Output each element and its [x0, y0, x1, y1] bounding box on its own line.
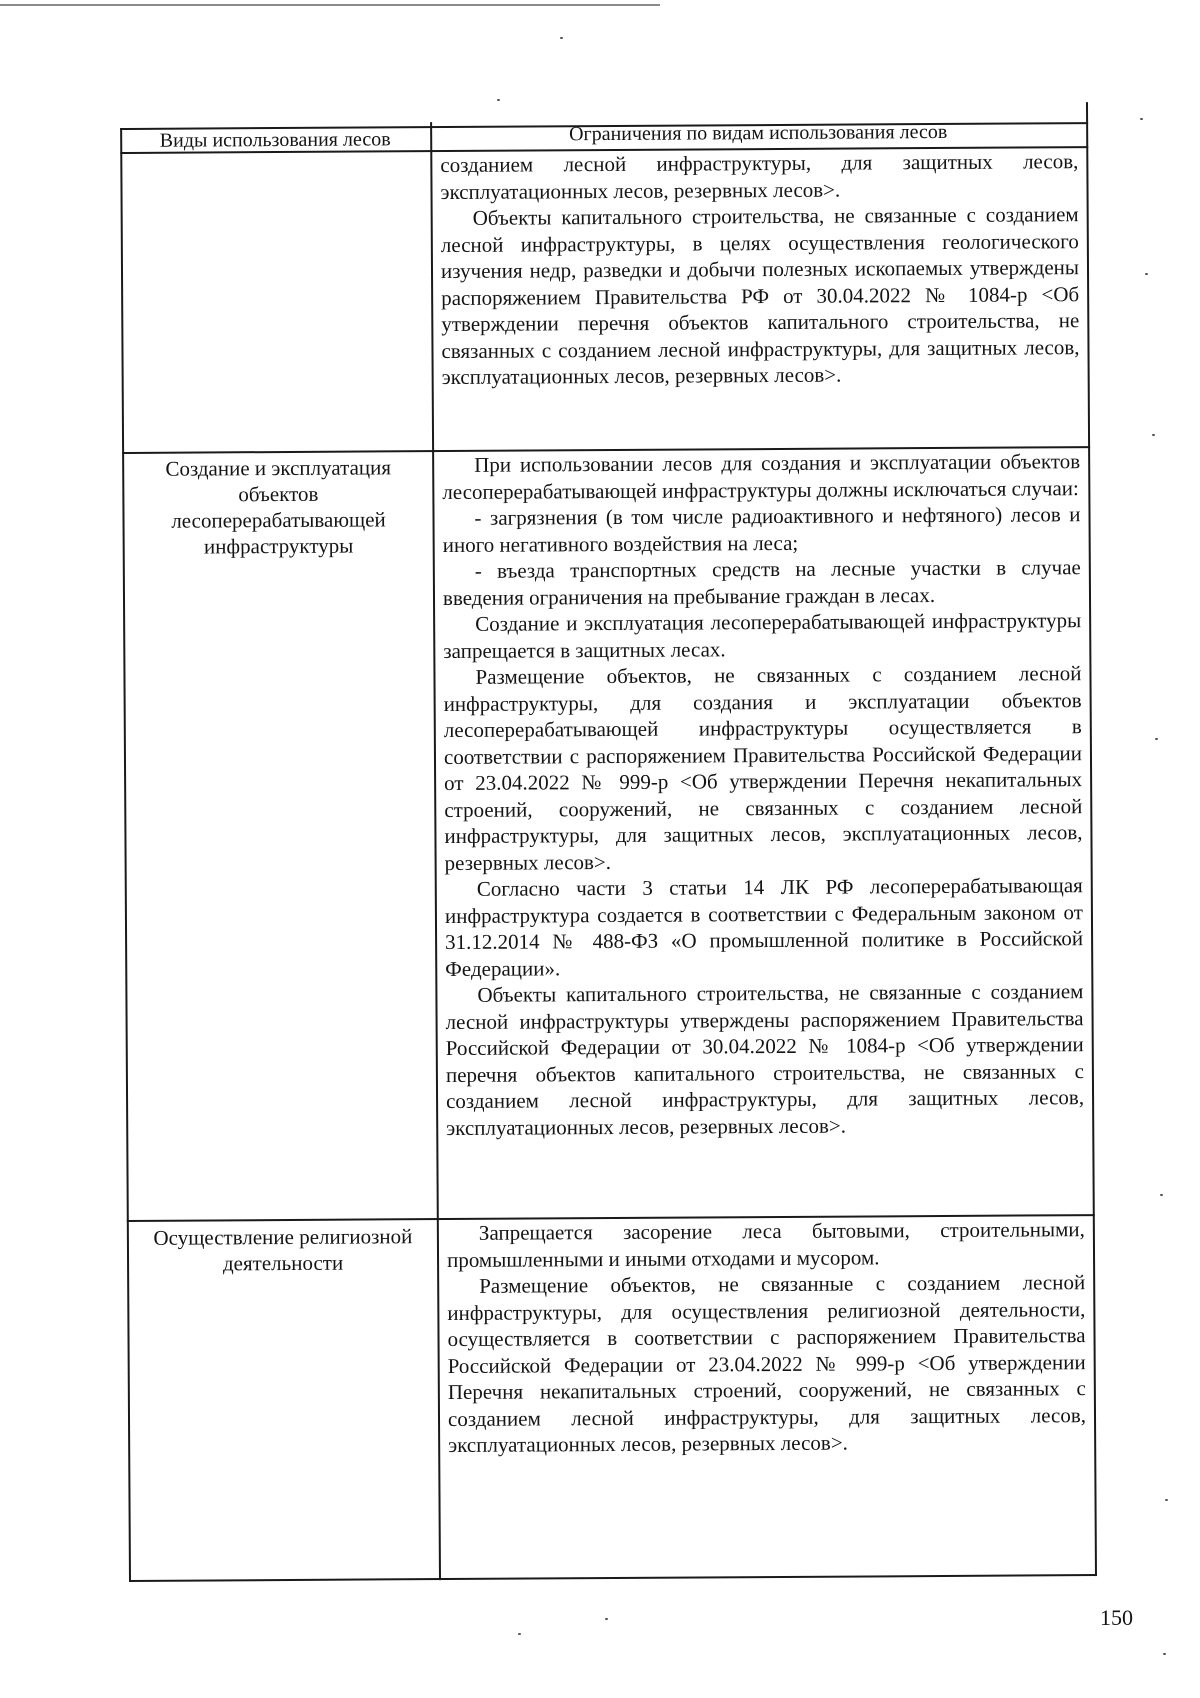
restriction-paragraph: Создание и эксплуатация лесоперерабатывающей инфраструктуры запрещается в защитных лесах.	[443, 608, 1082, 663]
scan-speck	[1152, 434, 1155, 436]
scan-speck	[1163, 1653, 1166, 1655]
table-row-continuation-restrictions	[440, 148, 1079, 390]
scan-speck	[560, 37, 563, 39]
table-border-bottom	[129, 1574, 1097, 1582]
scan-speck	[1145, 273, 1148, 275]
restrictions-table	[120, 102, 1097, 1582]
table-border-right	[1086, 102, 1097, 1576]
restriction-paragraph: созданием лесной инфраструктуры, для защитных лесов, эксплуатационных лесов, резервных лесов>.	[440, 149, 1079, 204]
scan-speck	[1155, 738, 1158, 740]
scan-speck	[1160, 1194, 1163, 1196]
restriction-paragraph: Размещение объектов, не связанных с созданием лесной инфраструктуры, для создания и эксплуатации объектов лесоперерабатывающей инфраструктуры осуществляется в соответствии с распоряжением Правительства Российской Федерации от 23.04.2022 № 999-р <Об утверждении Перечня некапитальных строений, сооружений, не связанных с созданием лесной инфраструктуры, для защитных лесов, эксплуатационных лесов, резервных лесов>.	[443, 661, 1083, 875]
restriction-paragraph: Согласно части 3 статьи 14 ЛК РФ лесоперерабатывающая инфраструктура создается в соответствии с Федеральным законом от 31.12.2014 № 488-ФЗ «О промышленной политике в Российской Федерации».	[444, 873, 1084, 981]
usage-type-cell-religious-activity: Осуществление религиозной деятельности	[153, 1224, 413, 1276]
header-cell-restrictions: Ограничения по видам использования лесов	[568, 120, 948, 146]
page-number: 150	[1100, 1605, 1133, 1630]
restriction-paragraph: - загрязнения (в том числе радиоактивного и нефтяного) лесов и иного негативного воздействия на леса;	[442, 502, 1081, 557]
restriction-paragraph: Размещение объектов, не связанные с созданием лесной инфраструктуры, для осуществления религиозной деятельности, осуществляется в соответствии с распоряжением Правительства Российской Федерации от 23.04.2022 № 999-р <Об утверждении Перечня некапитальных строений, сооружений, не связанных с созданием лесной инфраструктуры, для защитных лесов, эксплуатационных лесов, резервных лесов>.	[447, 1270, 1087, 1458]
table-border-left	[120, 128, 130, 1582]
restriction-paragraph: Запрещается засорение леса бытовыми, строительными, промышленными и иными отходами и мусором.	[446, 1217, 1085, 1272]
restrictions-cell-religious-activity	[447, 1216, 1086, 1458]
scan-speck	[518, 1633, 521, 1635]
scan-speck	[497, 99, 500, 101]
scan-speck	[1140, 118, 1143, 120]
header-cell-usage-types: Виды использования лесов	[159, 128, 391, 152]
table-column-divider	[430, 122, 441, 1580]
restriction-paragraph: При использовании лесов для создания и эксплуатации объектов лесоперерабатывающей инфраструктуры должны исключаться случаи:	[442, 449, 1081, 504]
restrictions-cell-wood-processing	[442, 448, 1084, 1141]
restriction-paragraph: Объекты капитального строительства, не связанные с созданием лесной инфраструктуры утверждены распоряжением Правительства Российской Федерации от 30.04.2022 № 1084-р <Об утверждении перечня объектов капитального строительства, не связанных с созданием лесной инфраструктуры, для защитных лесов, эксплуатационных лесов, резервных лесов>.	[445, 979, 1085, 1140]
scan-speck	[605, 1618, 608, 1620]
restriction-paragraph: - въезда транспортных средств на лесные участки в случае введения ограничения на пребывание граждан в лесах.	[442, 555, 1081, 610]
restriction-paragraph: Объекты капитального строительства, не связанные с созданием лесной инфраструктуры, в целях осуществления геологического изучения недр, разведки и добычи полезных ископаемых утверждены распоряжением Правительства РФ от 30.04.2022 № 1084-р <Об утверждении перечня объектов капитального строительства, не связанных с созданием лесной инфраструктуры, для защитных лесов, эксплуатационных лесов, резервных лесов>.	[440, 202, 1080, 390]
usage-type-cell-wood-processing: Создание и эксплуатация объектов лесоперерабатывающей инфраструктуры	[165, 455, 392, 559]
scan-top-edge-line	[0, 4, 660, 6]
scan-speck	[1165, 1499, 1168, 1501]
